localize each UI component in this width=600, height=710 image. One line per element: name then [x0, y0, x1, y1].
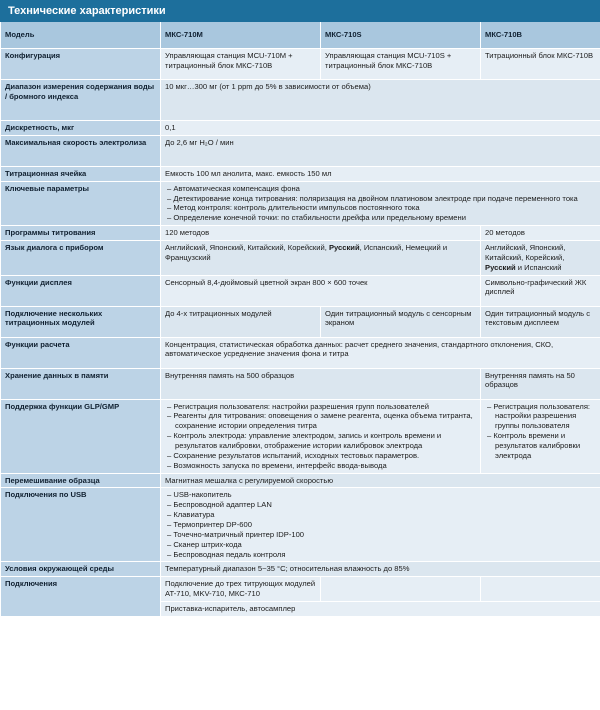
lang-text: , Испанский, Немецкий и Французский — [165, 243, 448, 262]
cell-all: Емкость 100 мл анолита, макс. емкость 150 мл — [161, 166, 600, 181]
cell-all: Температурный диапазон 5~35 °С; относительная влажность до 85% — [161, 562, 600, 577]
row-key-params — [1, 181, 600, 225]
cell-710ms: 120 методов — [161, 226, 481, 241]
cell-710b — [481, 399, 600, 473]
list-item: – Беспроводная педаль контроля — [165, 550, 597, 560]
list-item: – Сканер штрих-кода — [165, 540, 597, 550]
usb-list — [165, 490, 597, 559]
row-label: Конфигурация — [1, 49, 161, 80]
header-710m: МКС-710M — [161, 22, 321, 49]
list-item: – Автоматическая компенсация фона — [165, 184, 597, 194]
lang-text: и Испанский — [515, 262, 562, 272]
row-label: Язык диалога с прибором — [1, 241, 161, 276]
key-params-list — [165, 184, 597, 223]
cell-all: Концентрация, статистическая обработка данных: расчет среднего значения, стандартного отклонения, СКО, автоматическое усреднение значения фона и титра — [161, 337, 600, 368]
row-environment — [1, 562, 600, 577]
cell-710m: Приставка-испаритель, автосамплер — [161, 602, 600, 616]
cell-710b: Титрационный блок МКС-710B — [481, 49, 600, 80]
row-label: Поддержка функции GLP/GMP — [1, 399, 161, 473]
row-glp — [1, 399, 600, 473]
cell-710m: Подключение до трех титрующих модулей AT-710, MKV-710, МКС-710 — [161, 577, 321, 602]
cell-710ms — [161, 241, 481, 276]
row-label: Перемешивание образца — [1, 473, 161, 488]
row-language — [1, 241, 600, 276]
list-item: – Метод контроля: контроль длительности импульсов постоянного тока — [165, 203, 597, 213]
table-title: Технические характеристики — [0, 0, 600, 22]
cell-710b — [481, 577, 600, 602]
row-mixing — [1, 473, 600, 488]
cell-all: 10 мкг…300 мг (от 1 ppm до 5% в зависимости от объема) — [161, 80, 600, 121]
header-model: Модель — [1, 22, 161, 49]
row-display — [1, 275, 600, 306]
row-label: Хранение данных в памяти — [1, 368, 161, 399]
cell-710b: 20 методов — [481, 226, 600, 241]
row-label: Титрационная ячейка — [1, 166, 161, 181]
cell-710ms: Внутренняя память на 500 образцов — [161, 368, 481, 399]
list-item: – Беспроводной адаптер LAN — [165, 500, 597, 510]
row-label: Программы титрования — [1, 226, 161, 241]
list-item: – Сохранение результатов испытаний, исходных тестовых параметров. — [165, 451, 476, 461]
list-item: – Термопринтер DP-600 — [165, 520, 597, 530]
lang-text: Английский, Японский, Китайский, Корейский, — [485, 243, 566, 262]
cell-all: До 2,6 мг H₂O / мин — [161, 135, 600, 166]
row-programs — [1, 226, 600, 241]
cell-710ms: Сенсорный 8,4-дюймовый цветной экран 800 × 600 точек — [161, 275, 481, 306]
cell-710ms — [161, 399, 481, 473]
list-item: – Клавиатура — [165, 510, 597, 520]
cell-710b: Символьно-графический ЖК дисплей — [481, 275, 600, 306]
list-item: – Точечно-матричный принтер IDP-100 — [165, 530, 597, 540]
row-memory — [1, 368, 600, 399]
row-label: Подключения по USB — [1, 488, 161, 562]
row-speed — [1, 135, 600, 166]
list-item: – Возможность запуска по времени, интерфейс ввода-вывода — [165, 461, 476, 471]
row-label: Подключение нескольких титрационных модулей — [1, 306, 161, 337]
row-usb — [1, 488, 600, 562]
lang-russian: Русский — [328, 243, 360, 253]
cell-710s: Один титрационный модуль с сенсорным экраном — [321, 306, 481, 337]
row-label: Подключения — [1, 577, 161, 616]
list-item: – Регистрация пользователя: настройки разрешения группы пользователя — [485, 402, 597, 432]
list-item: – USB-накопитель — [165, 490, 597, 500]
row-calc — [1, 337, 600, 368]
cell-710m: Управляющая станция MCU-710M + титрационный блок МКС-710B — [161, 49, 321, 80]
cell-all: Магнитная мешалка с регулируемой скоростью — [161, 473, 600, 488]
row-label: Максимальная скорость электролиза — [1, 135, 161, 166]
cell-710s: Управляющая станция MCU-710S + титрационный блок МКС-710B — [321, 49, 481, 80]
cell-all — [161, 488, 600, 562]
cell-710s — [321, 577, 481, 602]
header-710b: МКС-710B — [481, 22, 600, 49]
list-item: – Детектирование конца титрования: поляризация на двойном платиновом электроде при подаче переменного тока — [165, 194, 597, 204]
lang-text: Английский, Японский, Китайский, Корейский, — [165, 243, 329, 253]
cell-710b — [481, 241, 600, 276]
glp-list — [485, 402, 597, 461]
list-item: – Контроль электрода: управление электродом, запись и контроль времени и результатов калибровки, отображение истории калибровок электрода — [165, 431, 476, 451]
row-label: Дискретность, мкг — [1, 121, 161, 136]
spec-table — [0, 22, 600, 616]
row-label: Ключевые параметры — [1, 181, 161, 225]
row-cell — [1, 166, 600, 181]
row-range — [1, 80, 600, 121]
cell-710m: До 4-х титрационных модулей — [161, 306, 321, 337]
list-item: – Определение конечной точки: по стабильности дрейфа или предельному времени — [165, 213, 597, 223]
list-item: – Регистрация пользователя: настройки разрешения групп пользователей — [165, 402, 476, 412]
list-item: – Контроль времени и результатов калибровки электрода — [485, 431, 597, 461]
row-label: Условия окружающей среды — [1, 562, 161, 577]
row-connections — [1, 577, 600, 602]
header-710s: МКС-710S — [321, 22, 481, 49]
glp-list — [165, 402, 476, 471]
row-discreteness — [1, 121, 600, 136]
list-item: – Реагенты для титрования: оповещения о замене реагента, оценка объема титранта, сохранение истории определения титра — [165, 411, 476, 431]
row-multi-modules — [1, 306, 600, 337]
cell-all — [161, 181, 600, 225]
row-label: Функции дисплея — [1, 275, 161, 306]
cell-all: 0,1 — [161, 121, 600, 136]
row-label: Функции расчета — [1, 337, 161, 368]
cell-710b: Внутренняя память на 50 образцов — [481, 368, 600, 399]
header-row — [1, 22, 600, 49]
cell-710b: Один титрационный модуль с текстовым дисплеем — [481, 306, 600, 337]
row-label: Диапазон измерения содержания воды / бромного индекса — [1, 80, 161, 121]
lang-russian: Русский — [485, 262, 516, 272]
row-config — [1, 49, 600, 80]
